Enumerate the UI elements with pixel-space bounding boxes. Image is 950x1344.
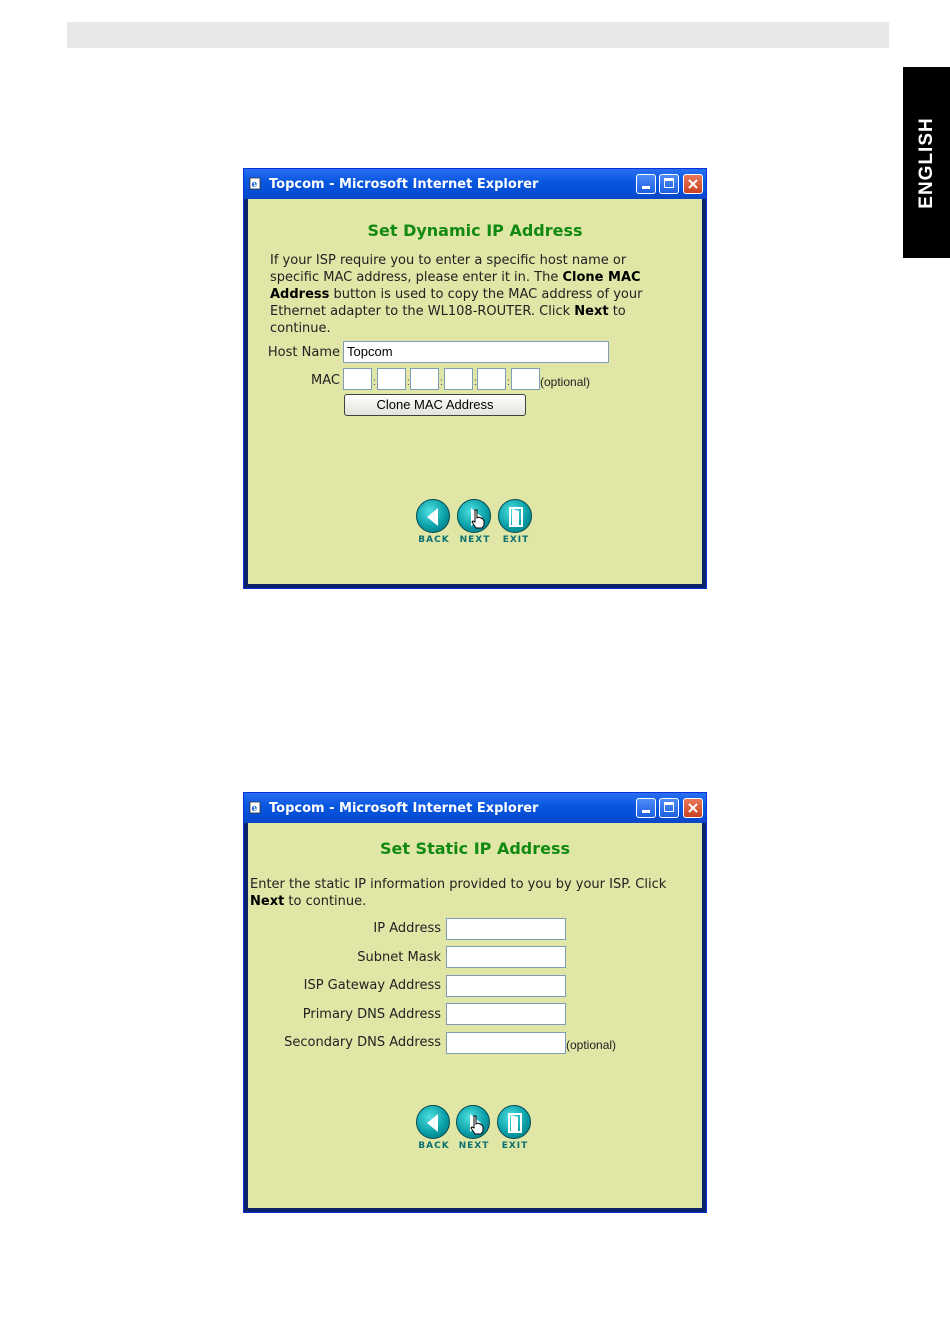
exit-door-icon <box>498 1106 532 1140</box>
window-title: Topcom - Microsoft Internet Explorer <box>269 801 539 816</box>
instructions-text: Enter the static IP information provided to you by your ISP. Click Next to continue. <box>250 877 667 909</box>
primary-dns-label: Primary DNS Address <box>302 1007 441 1022</box>
title-bar[interactable] <box>244 793 706 823</box>
hand-cursor-icon <box>470 509 486 529</box>
instructions-text: If your ISP require you to enter a specific host name or specific MAC address, please enter it in. The Clone MAC Address button is used to copy the MAC address of your Ethernet adapter to the WL108-ROUTER. Click Next to continue. <box>270 253 643 336</box>
isp-gateway-label: ISP Gateway Address <box>303 978 441 993</box>
mac-input-4[interactable] <box>444 368 473 390</box>
mac-label: MAC <box>311 373 340 388</box>
svg-text:e: e <box>251 804 258 814</box>
subnet-mask-input[interactable] <box>446 946 566 968</box>
mac-input-3[interactable] <box>410 368 439 390</box>
close-icon <box>687 178 699 190</box>
exit-label: EXIT <box>502 535 530 545</box>
close-button[interactable] <box>683 798 703 818</box>
ie-window-static-ip <box>243 792 707 1213</box>
mac-separator: : <box>507 377 510 388</box>
page-header-bar <box>67 22 889 48</box>
next-button[interactable] <box>456 499 494 551</box>
mac-input-6[interactable] <box>511 368 540 390</box>
mac-separator: : <box>407 377 410 388</box>
mac-separator: : <box>440 377 443 388</box>
page-content <box>248 199 702 584</box>
host-name-label: Host Name <box>267 345 340 360</box>
arrow-left-icon <box>417 1106 451 1140</box>
internet-explorer-icon <box>249 176 263 190</box>
exit-button[interactable] <box>496 1105 534 1157</box>
isp-gateway-input[interactable] <box>446 975 566 997</box>
mac-optional-note: (optional) <box>540 375 591 389</box>
maximize-button[interactable] <box>659 174 679 194</box>
page-title: Set Static IP Address <box>379 839 571 858</box>
mac-separator: : <box>474 377 477 388</box>
ip-address-label: IP Address <box>373 921 441 936</box>
minimize-button[interactable] <box>636 798 656 818</box>
arrow-left-icon <box>417 500 451 534</box>
page-title: Set Dynamic IP Address <box>367 221 583 240</box>
title-bar[interactable] <box>244 169 706 199</box>
next-label: NEXT <box>459 535 491 545</box>
ip-address-input[interactable] <box>446 918 566 940</box>
clone-mac-address-button[interactable]: Clone MAC Address <box>344 394 526 416</box>
svg-text:e: e <box>251 180 258 190</box>
host-name-input[interactable]: Topcom <box>343 341 609 363</box>
mac-input-1[interactable] <box>343 368 372 390</box>
back-button[interactable] <box>415 1105 453 1157</box>
next-button[interactable] <box>455 1105 493 1157</box>
maximize-button[interactable] <box>659 798 679 818</box>
secondary-dns-optional-note: (optional) <box>566 1038 617 1052</box>
mac-separator: : <box>373 377 376 388</box>
primary-dns-input[interactable] <box>446 1003 566 1025</box>
close-button[interactable] <box>683 174 703 194</box>
back-label: BACK <box>418 535 450 545</box>
exit-button[interactable] <box>497 499 535 551</box>
page-content <box>248 823 702 1208</box>
back-label: BACK <box>418 1141 450 1151</box>
mac-input-2[interactable] <box>377 368 406 390</box>
language-tab <box>903 67 950 258</box>
exit-label: EXIT <box>501 1141 529 1151</box>
minimize-button[interactable] <box>636 174 656 194</box>
secondary-dns-input[interactable] <box>446 1032 566 1054</box>
close-icon <box>687 802 699 814</box>
exit-door-icon <box>499 500 533 534</box>
ie-window-dynamic-ip <box>243 168 707 589</box>
window-title: Topcom - Microsoft Internet Explorer <box>269 177 539 192</box>
back-button[interactable] <box>415 499 453 551</box>
next-label: NEXT <box>458 1141 490 1151</box>
mac-input-5[interactable] <box>477 368 506 390</box>
hand-cursor-icon <box>469 1115 485 1135</box>
language-tab-label: ENGLISH <box>915 116 937 209</box>
internet-explorer-icon <box>249 800 263 814</box>
secondary-dns-label: Secondary DNS Address <box>284 1035 441 1050</box>
subnet-mask-label: Subnet Mask <box>357 950 441 965</box>
